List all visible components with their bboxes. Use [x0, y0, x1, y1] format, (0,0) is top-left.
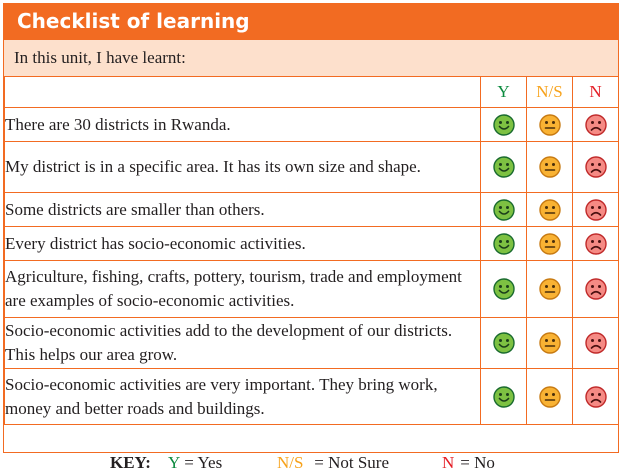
checklist-row	[5, 261, 619, 318]
no-face-cell[interactable]	[573, 318, 619, 369]
yes-face-cell[interactable]	[481, 227, 527, 261]
not-sure-face-cell[interactable]	[527, 369, 573, 425]
statement-text: My district is in a specific area. It has its own size and shape.	[5, 142, 481, 193]
key-not-sure-code: N/S	[277, 453, 304, 472]
smiley-face-icon	[493, 156, 515, 178]
not-sure-face-cell[interactable]	[527, 108, 573, 142]
no-face-cell[interactable]	[573, 142, 619, 193]
neutral-face-icon	[539, 332, 561, 354]
not-sure-face-cell[interactable]	[527, 261, 573, 318]
not-sure-face-cell[interactable]	[527, 142, 573, 193]
key-legend	[0, 452, 622, 474]
yes-face-cell[interactable]	[481, 193, 527, 227]
checklist-title: Checklist of learning	[4, 4, 618, 39]
checklist-row	[5, 193, 619, 227]
sad-face-icon	[585, 386, 607, 408]
statement-text: There are 30 districts in Rwanda.	[5, 108, 481, 142]
not-sure-face-cell[interactable]	[527, 193, 573, 227]
yes-face-cell[interactable]	[481, 142, 527, 193]
neutral-face-icon	[539, 156, 561, 178]
smiley-face-icon	[493, 199, 515, 221]
yes-face-cell[interactable]	[481, 108, 527, 142]
smiley-face-icon	[493, 332, 515, 354]
statement-text: Socio-economic activities are very important. They bring work, money and better roads and buildings.	[5, 369, 481, 425]
not-sure-face-cell[interactable]	[527, 318, 573, 369]
no-face-cell[interactable]	[573, 261, 619, 318]
not-sure-face-cell[interactable]	[527, 227, 573, 261]
no-face-cell[interactable]	[573, 108, 619, 142]
smiley-face-icon	[493, 278, 515, 300]
neutral-face-icon	[539, 386, 561, 408]
key-label: KEY:	[110, 453, 151, 472]
sad-face-icon	[585, 278, 607, 300]
checklist-subtitle: In this unit, I have learnt:	[4, 39, 618, 76]
yes-face-cell[interactable]	[481, 318, 527, 369]
sad-face-icon	[585, 332, 607, 354]
neutral-face-icon	[539, 233, 561, 255]
checklist-table	[4, 76, 619, 425]
blank-header-cell	[5, 77, 481, 108]
statement-text: Agriculture, fishing, crafts, pottery, tourism, trade and employment are examples of socio-economic activities.	[5, 261, 481, 318]
no-face-cell[interactable]	[573, 227, 619, 261]
key-no-text: = No	[456, 453, 495, 472]
sad-face-icon	[585, 156, 607, 178]
header-not-sure: N/S	[527, 77, 573, 108]
statement-text: Every district has socio-economic activities.	[5, 227, 481, 261]
no-face-cell[interactable]	[573, 369, 619, 425]
neutral-face-icon	[539, 199, 561, 221]
sad-face-icon	[585, 199, 607, 221]
checklist-row	[5, 369, 619, 425]
smiley-face-icon	[493, 386, 515, 408]
no-face-cell[interactable]	[573, 193, 619, 227]
smiley-face-icon	[493, 114, 515, 136]
header-no: N	[573, 77, 619, 108]
neutral-face-icon	[539, 114, 561, 136]
sad-face-icon	[585, 233, 607, 255]
statement-text: Socio-economic activities add to the development of our districts. This helps our area grow.	[5, 318, 481, 369]
checklist-row	[5, 142, 619, 193]
checklist-row	[5, 108, 619, 142]
key-yes-code: Y	[168, 453, 181, 472]
key-not-sure-text: = Not Sure	[310, 453, 389, 472]
sad-face-icon	[585, 114, 607, 136]
checklist-card	[3, 3, 619, 453]
key-no-code: N	[442, 453, 455, 472]
neutral-face-icon	[539, 278, 561, 300]
column-header-row	[5, 77, 619, 108]
key-yes-text: = Yes	[180, 453, 223, 472]
checklist-row	[5, 318, 619, 369]
checklist-row	[5, 227, 619, 261]
yes-face-cell[interactable]	[481, 261, 527, 318]
smiley-face-icon	[493, 233, 515, 255]
statement-text: Some districts are smaller than others.	[5, 193, 481, 227]
yes-face-cell[interactable]	[481, 369, 527, 425]
header-yes: Y	[481, 77, 527, 108]
